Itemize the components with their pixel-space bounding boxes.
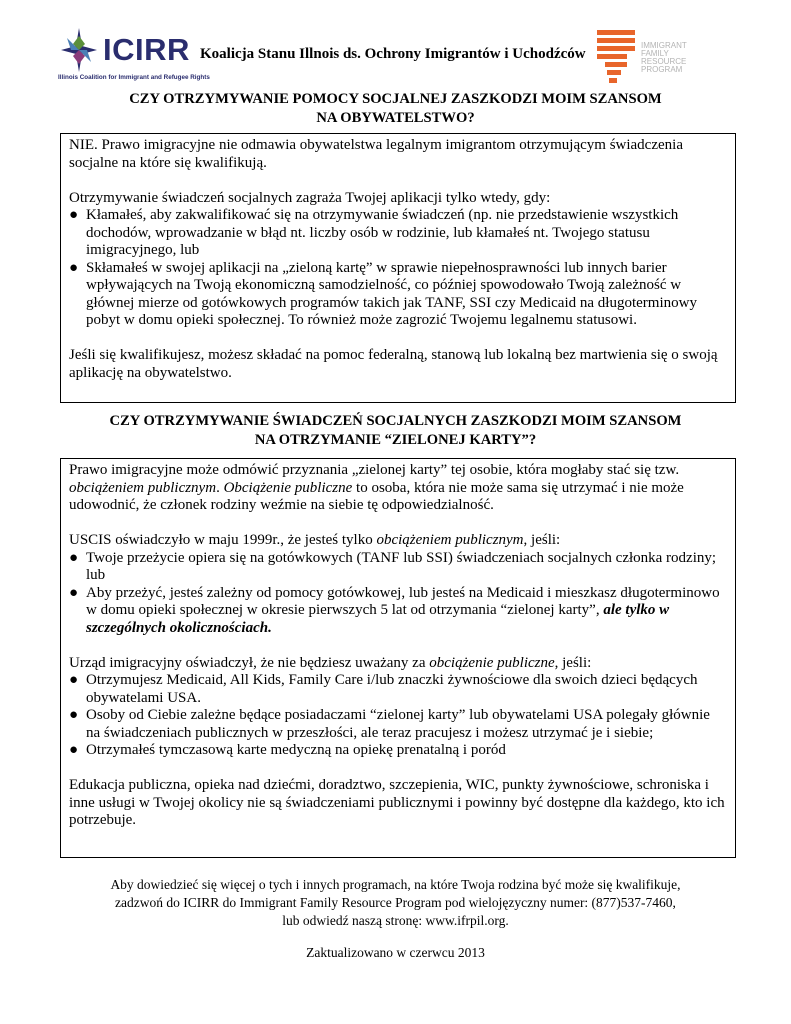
section1-bullet	[69, 260, 727, 330]
text-run: to osoba, która nie może sama się utrzymać i nie może udowodnić, że członek rodziny weźmie na siebie tę odpowiedzialność.	[69, 479, 684, 513]
text-run: Prawo imigracyjne może odmówić przyznania „zielonej karty” tej osobie, która mogłaby stać się tzw.	[69, 462, 680, 478]
text-run: , jeśli:	[554, 654, 592, 671]
section1-closing: Jeśli się kwalifikujesz, możesz składać na pomoc federalną, stanową lub lokalną bez martwienia się o swoją aplikację na obywatelstwo.	[69, 347, 718, 381]
section1-bullet	[69, 207, 727, 260]
text-run: Urząd imigracyjny oświadczył, że nie będziesz uważany za	[69, 654, 430, 671]
section2-uscis-bullet	[69, 585, 727, 638]
bullet-icon: ●	[69, 259, 79, 276]
page-header	[55, 22, 735, 84]
bullet-text	[86, 585, 720, 636]
term-public-charge: obciążenie publiczne	[429, 654, 555, 671]
section2-heading-line1: CZY OTRZYMYWANIE ŚWIADCZEŃ SOCJALNYCH ZASZKODZI MOIM SZANSOM	[109, 413, 682, 429]
bullet-text: Kłamałeś, aby zakwalifikować się na otrzymywanie świadczeń (np. nie przedstawienie wszystkich dochodów, wprowadzanie w błąd nt. liczby osób w rodzinie, lub kłamałeś nt. Twojego statusu imigracyjnego, lub	[86, 207, 679, 258]
ifrp-line: PROGRAM	[641, 65, 683, 74]
section2-office-lead	[69, 655, 727, 673]
footer-line2: zadzwoń do ICIRR do Immigrant Family Resource Program pod wielojęzyczny numer: (877)537-7460,	[115, 895, 676, 910]
term-public-charge: obciążeniem publicznym	[69, 479, 217, 496]
bullet-icon: ●	[69, 707, 79, 723]
icirr-wordmark: ICIRR	[103, 32, 190, 67]
icirr-subtitle: Illinois Coalition for Immigrant and Refugee Rights	[58, 74, 210, 81]
updated-note: Zaktualizowano w czerwcu 2013	[306, 945, 485, 960]
text-run: USCIS oświadczyło w maju 1999r., że jesteś tylko	[69, 532, 377, 548]
section2-office-bullet	[69, 742, 727, 760]
ifrp-logo	[595, 28, 745, 84]
footer-line1: Aby dowiedzieć się więcej o tych i innych programach, na które Twoja rodzina być może się kwalifikuje,	[110, 877, 681, 892]
term-public-charge: obciążeniem publicznym	[376, 532, 524, 548]
section1-intro: NIE. Prawo imigracyjne nie odmawia obywatelstwa legalnym imigrantom otrzymującym świadczenia socjalne na które się kwalifikują.	[69, 137, 683, 171]
bullet-icon: ●	[69, 584, 79, 601]
bullet-text: Skłamałeś w swojej aplikacji na „zieloną kartę” w sprawie niepełnosprawności lub innych barier wpływających na Twoją ekonomiczną samodzielność, co później spowodowało Twoją zależność w głównej mierze od gotówkowych programów takich jak TANF, SSI czy Medicaid na długoterminowy pobyt w domu opieki społecznej. To również może zagrozić Twojemu legalnemu statusowi.	[86, 259, 697, 328]
ifrp-line: IMMIGRANT	[641, 41, 687, 50]
bullet-icon: ●	[69, 672, 79, 688]
compass-star-icon	[59, 26, 99, 74]
bullet-text: Twoje przeżycie opiera się na gotówkowych (TANF lub SSI) świadczeniach socjalnych członka rodziny; lub	[86, 549, 717, 583]
section2-heading-line2: NA OTRZYMANIE “ZIELONEJ KARTY”?	[254, 432, 537, 448]
section2-uscis-bullet	[69, 550, 727, 585]
bullet-icon: ●	[69, 742, 79, 758]
bullet-text: Osoby od Ciebie zależne będące posiadaczami “zielonej karty” lub obywatelami USA polegały głównie na świadczeniach publicznych w przeszłości, ale teraz pracujesz i możesz utrzymać je i siebie;	[86, 707, 710, 741]
section2-office-bullet	[69, 707, 727, 742]
ifrp-wordmark	[641, 42, 711, 74]
section1-box	[60, 133, 736, 403]
section1-heading-line1: CZY OTRZYMYWANIE POMOCY SOCJALNEJ ZASZKODZI MOIM SZANSOM	[129, 91, 662, 107]
text-run: Aby przeżyć, jesteś zależny od pomocy gotówkowej, lub jesteś na Medicaid i mieszkasz długoterminowo w domu opieki społecznej w okresie pierwszych 5 lat od otrzymania “zielonej karty”,	[86, 584, 720, 618]
section2-para1	[69, 462, 727, 515]
ifrp-line: FAMILY RESOURCE	[641, 49, 687, 66]
ifrp-stripes-icon	[595, 28, 637, 84]
term-public-charge-def: Obciążenie publiczne	[223, 479, 353, 496]
section2-closing: Edukacja publiczna, opieka nad dziećmi, doradztwo, szczepienia, WIC, punkty żywnościowe, schroniska i inne usługi w Twojej okolicy nie są świadczeniami publicznymi i powinny być dostępne dla każdego, kto ich potrzebuje.	[69, 777, 725, 828]
bullet-text: Otrzymujesz Medicaid, All Kids, Family Care i/lub znaczki żywnościowe dla swoich dzieci będących obywatelami USA.	[86, 672, 698, 706]
text-run: .	[216, 479, 224, 496]
coalition-title: Koalicja Stanu Illnois ds. Ochrony Imigrantów i Uchodźców	[200, 46, 586, 62]
text-run: , jeśli:	[523, 532, 561, 548]
emphasis-text: ale tylko w szczególnych okolicznościach.	[86, 602, 670, 636]
footer-line3: lub odwiedź naszą stronę: www.ifrpil.org.	[282, 913, 509, 928]
bullet-text: Otrzymałeś tymczasową karte medyczną na opiekę prenatalną i poród	[86, 742, 506, 758]
section1-heading	[0, 90, 791, 128]
section2-office-bullet	[69, 672, 727, 707]
section1-lead: Otrzymywanie świadczeń socjalnych zagraża Twojej aplikacji tylko wtedy, gdy:	[69, 189, 551, 206]
bullet-icon: ●	[69, 549, 79, 566]
section1-heading-line2: NA OBYWATELSTWO?	[316, 110, 475, 126]
section2-heading	[0, 412, 791, 450]
section2-uscis-lead	[69, 532, 727, 550]
footer	[0, 876, 791, 930]
bullet-icon: ●	[69, 207, 79, 223]
section2-box	[60, 458, 736, 858]
